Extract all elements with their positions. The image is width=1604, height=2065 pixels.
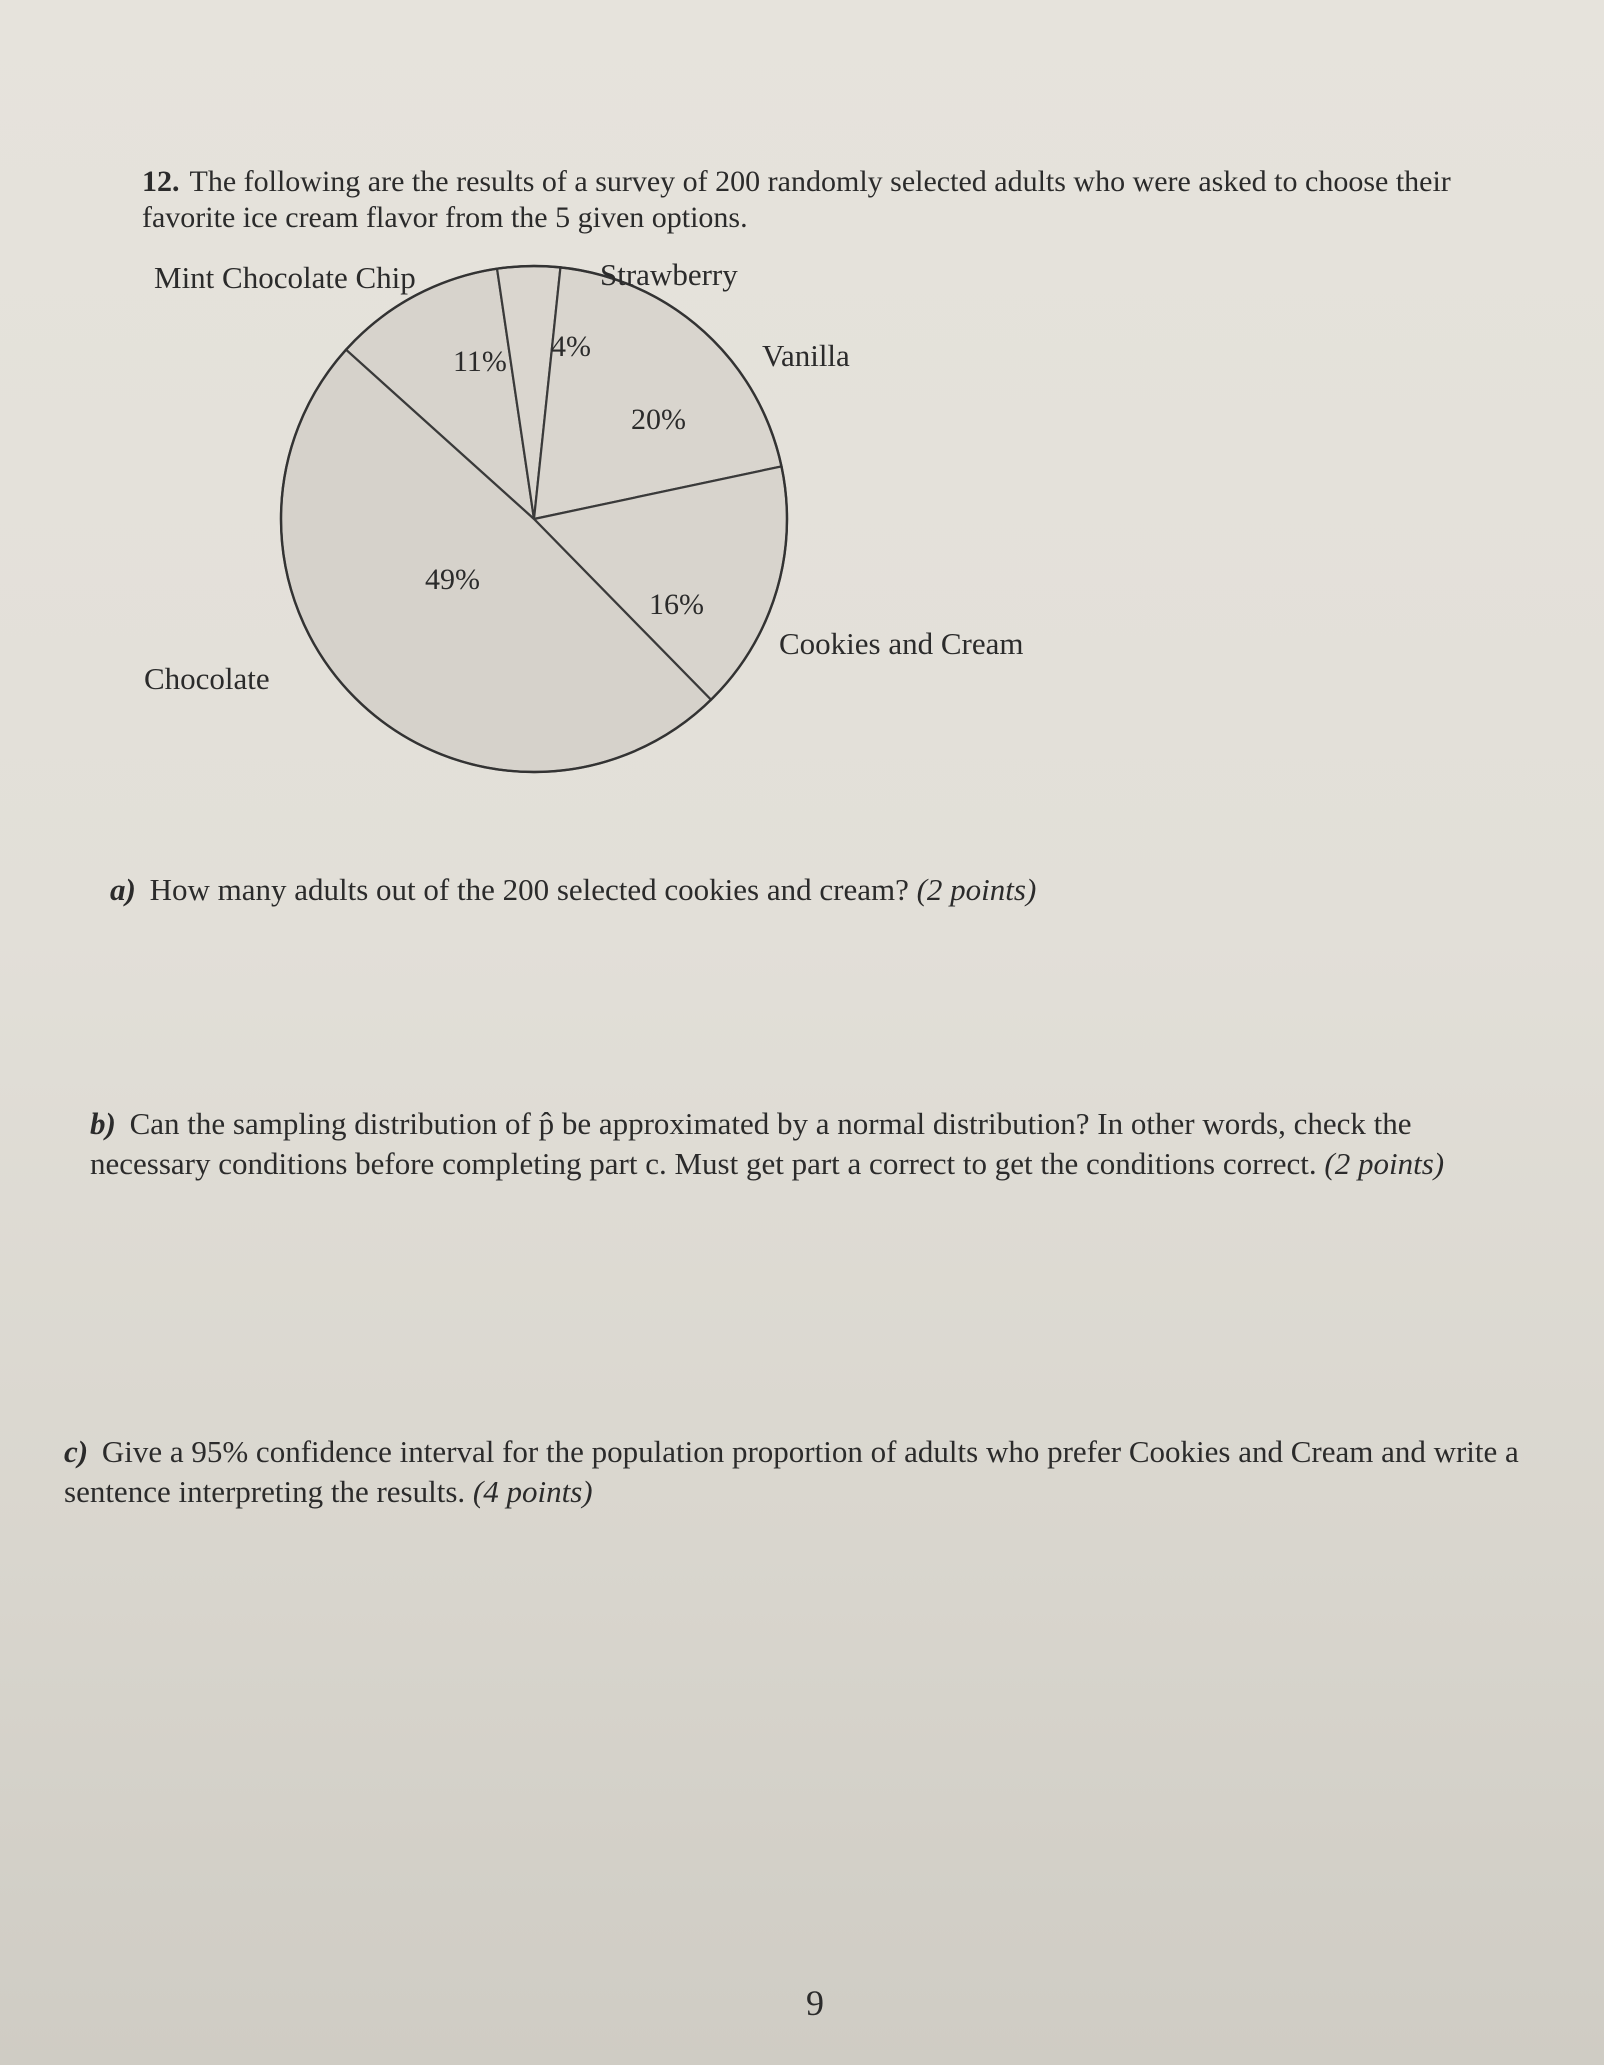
slice-label-mint-chocolate-chip: Mint Chocolate Chip <box>154 260 416 295</box>
part-a-points: (2 points) <box>916 872 1037 907</box>
part-a-text: How many adults out of the 200 selected cookies and cream? <box>149 872 909 907</box>
slice-percent-mint-chocolate-chip: 11% <box>453 345 507 378</box>
question-number: 12. <box>142 165 180 198</box>
part-c-points: (4 points) <box>472 1474 593 1509</box>
question-text: The following are the results of a survey of 200 randomly selected adults who were asked to choose their favorite ice cream flavor from the 5 given options. <box>142 165 1451 234</box>
part-b <box>90 1104 1530 1184</box>
part-c <box>64 1432 1544 1512</box>
slice-percent-strawberry: 4% <box>551 330 591 363</box>
slice-label-chocolate: Chocolate <box>144 661 270 696</box>
slice-percent-vanilla: 20% <box>631 403 686 436</box>
part-a-tag: a) <box>110 872 136 907</box>
slice-percent-cookies-and-cream: 16% <box>649 588 704 621</box>
page-number: 9 <box>806 1983 824 2023</box>
part-c-text: Give a 95% confidence interval for the population proportion of adults who prefer Cookies and Cream and write a sentence interpreting the results. <box>64 1434 1519 1509</box>
part-b-tag: b) <box>90 1106 116 1141</box>
part-a <box>110 870 1530 910</box>
part-b-points: (2 points) <box>1324 1146 1445 1181</box>
slice-label-cookies-and-cream: Cookies and Cream <box>779 626 1024 661</box>
part-c-tag: c) <box>64 1434 89 1469</box>
slice-label-strawberry: Strawberry <box>600 257 738 292</box>
pie-chart <box>0 0 1604 900</box>
slice-percent-chocolate: 49% <box>425 563 480 596</box>
slice-label-vanilla: Vanilla <box>762 338 850 373</box>
pie-chart-svg <box>0 0 1604 900</box>
part-b-text: Can the sampling distribution of p̂ be approximated by a normal distribution? In other words, check the necessary conditions before completing part c. Must get part a correct to get the conditions correct. <box>90 1106 1412 1181</box>
